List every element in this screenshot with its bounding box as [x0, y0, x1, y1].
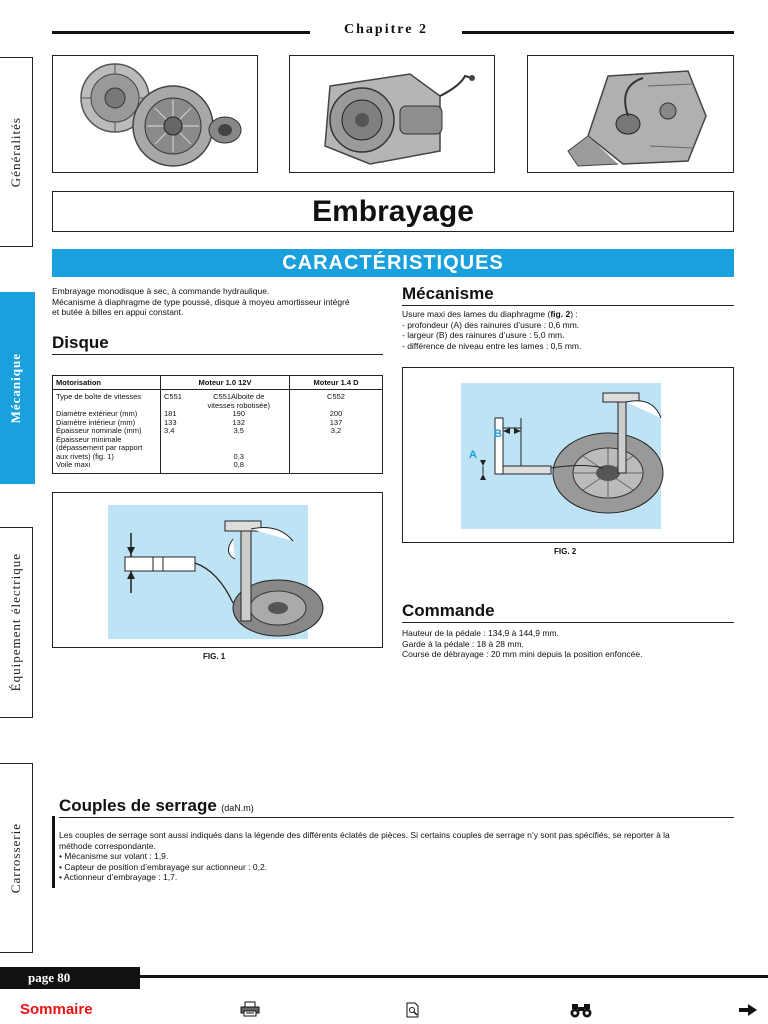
label-line: Voile maxi — [56, 460, 91, 469]
mecanisme-heading: Mécanisme — [402, 284, 734, 306]
spec-item: Garde à la pédale : 18 à 28 mm. — [402, 638, 524, 649]
tab-generalites[interactable] — [0, 57, 33, 247]
spec-item: - profondeur (A) des rainures d’usure : 0,6 mm. — [402, 319, 580, 330]
table-row — [53, 390, 383, 473]
tab-label: Mécanique — [8, 352, 23, 424]
cell: 0,3 — [233, 451, 244, 461]
figure-reference: fig. 2 — [550, 309, 571, 319]
disque-heading: Disque — [52, 333, 383, 355]
cell — [192, 436, 287, 445]
label-line: Diamètre extérieur (mm) — [56, 409, 138, 418]
cell: 0,8 — [233, 460, 244, 469]
torque-item: • Actionneur d’embrayage : 1,7. — [59, 872, 178, 882]
intro-text — [52, 286, 384, 318]
section-banner: CARACTÉRISTIQUES — [52, 249, 734, 277]
chapter-label: Chapitre 2 — [344, 22, 428, 37]
disque-spec-table — [52, 375, 383, 474]
couples-line: méthode correspondante. — [59, 840, 156, 851]
page-number: page 80 — [0, 967, 140, 989]
cell: 200 — [329, 409, 343, 418]
gearbox-assembly-illustration — [289, 55, 495, 173]
table-header: Moteur 1.0 12V — [161, 376, 290, 390]
footer-rule — [140, 975, 768, 978]
figure-2 — [402, 367, 734, 543]
commande-text — [402, 628, 734, 660]
header-rule-left — [52, 31, 310, 34]
document-search-icon[interactable] — [406, 1002, 420, 1022]
table-header-row — [53, 376, 383, 390]
printer-icon[interactable] — [240, 1001, 260, 1021]
commande-heading: Commande — [402, 601, 734, 623]
cell: 137 — [329, 417, 343, 427]
cell: 3,2 — [330, 426, 342, 435]
figure-1 — [52, 492, 383, 648]
cell: 181 — [164, 409, 177, 418]
label-line: Épaisseur minimale — [56, 434, 122, 444]
mecanisme-intro — [402, 309, 734, 320]
table-row — [53, 473, 383, 474]
couples-marker — [52, 816, 55, 888]
intro-line: Embrayage monodisque à sec, à commande hydraulique. — [52, 286, 270, 296]
tab-label: Équipement électrique — [8, 553, 23, 692]
active-tab-edge — [33, 292, 35, 484]
tab-mecanique[interactable] — [0, 292, 33, 484]
intro-line: Mécanisme à diaphragme de type poussé, disque à moyeu amortisseur intégré — [52, 296, 350, 307]
cell: 3,5 — [233, 426, 244, 435]
label-line: (dépassement par rapport — [56, 443, 143, 452]
mecanisme-text — [402, 309, 734, 351]
spec-item: Course de débrayage : 20 mm mini depuis la position enfoncée. — [402, 649, 643, 659]
cell: C551 — [164, 392, 182, 401]
cell: 133 — [164, 417, 177, 427]
col-c551 — [161, 390, 189, 473]
spec-item: - largeur (B) des rainures d’usure : 5,0 mm. — [402, 330, 565, 340]
intro-text-part: Usure maxi des lames du diaphragme ( — [402, 309, 551, 319]
col-c552 — [290, 390, 383, 473]
cell: vitesses robotisée) — [207, 400, 271, 410]
spec-item: Hauteur de la pédale : 134,9 à 144,9 mm. — [402, 628, 559, 638]
clutch-kit-illustration — [52, 55, 258, 173]
couples-line: Les couples de serrage sont aussi indiqués dans la légende des différents éclatés de pièces. Si certains couples de serrage n’y sont pas spécifiés, se reporter à la — [59, 830, 670, 840]
table-header: Motorisation — [53, 376, 161, 390]
couples-unit: (daN.m) — [221, 803, 254, 813]
tab-label: Carrosserie — [8, 822, 23, 894]
tab-carrosserie[interactable] — [0, 763, 33, 953]
intro-text-part: ) : — [570, 309, 578, 319]
cell: 3,4 — [164, 426, 175, 435]
col-c551-robot — [189, 390, 290, 473]
page-title: Embrayage — [52, 191, 734, 232]
label-line: Type de boîte de vitesses — [56, 392, 142, 401]
cell: C551Alboite de — [213, 392, 265, 401]
figure-1-caption: FIG. 1 — [203, 652, 226, 661]
label-b: B — [494, 428, 502, 440]
transmission-illustration — [527, 55, 734, 173]
figure-2-caption: FIG. 2 — [554, 547, 577, 556]
table-header: Moteur 1.4 D — [290, 376, 383, 390]
cell: 190 — [232, 409, 245, 418]
arrow-right-icon[interactable] — [738, 1003, 758, 1021]
spec-item: - différence de niveau entre les lames : 0,5 mm. — [402, 340, 582, 351]
couples-heading — [59, 796, 734, 818]
cell: 132 — [232, 417, 245, 427]
couples-text — [59, 830, 739, 883]
tab-equipement-electrique[interactable] — [0, 527, 33, 718]
label-a: A — [469, 449, 477, 461]
binoculars-icon[interactable] — [570, 1002, 592, 1022]
label-line: aux rivets) (fig. 1) — [56, 451, 114, 461]
torque-item: • Mécanisme sur volant : 1,9. — [59, 851, 169, 861]
label-line: Épaisseur nominale (mm) — [56, 426, 142, 435]
label-line: Diamètre intérieur (mm) — [56, 417, 136, 427]
couples-title: Couples de serrage — [59, 796, 217, 815]
torque-item: • Capteur de position d’embrayage sur actionneur : 0,2. — [59, 861, 268, 872]
tab-label: Généralités — [8, 116, 23, 188]
intro-line: et butée à billes en appui constant. — [52, 307, 184, 317]
header-rule-right — [462, 31, 734, 34]
row-label — [53, 390, 161, 473]
cell: C552 — [327, 392, 345, 401]
sommaire-link[interactable]: Sommaire — [20, 1001, 93, 1018]
